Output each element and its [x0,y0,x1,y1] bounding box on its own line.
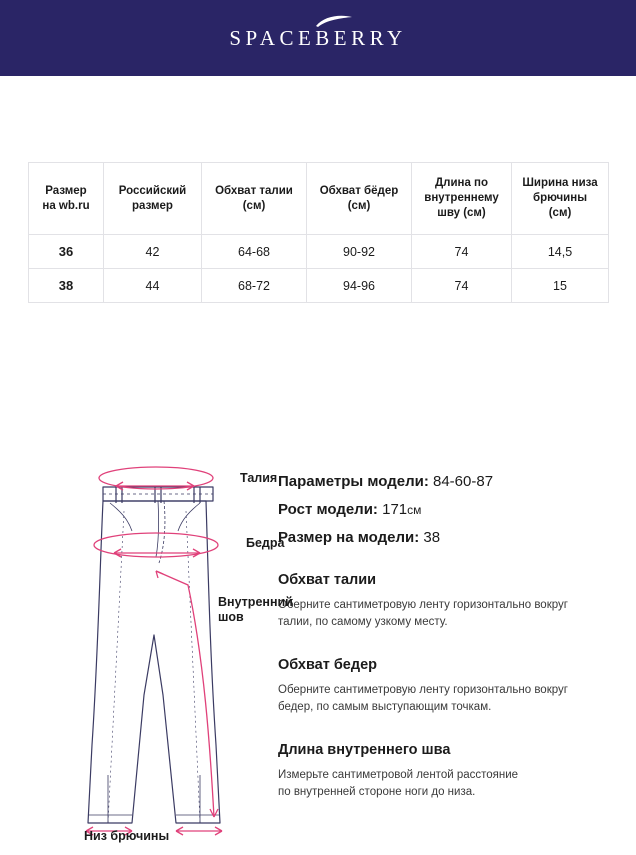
model-size-label: Размер на модели: [278,529,420,546]
column-header-hips: Обхват бёдер (см) [307,163,412,235]
swoosh-icon [314,14,354,28]
column-header-size-wb: Размер на wb.ru [29,163,104,235]
cell-hips: 94-96 [307,269,412,303]
instruction-inseam-text: Измерьте сантиметровой лентой расстояние по внутренней стороне ноги до низа. [278,769,519,798]
measurement-guide [0,445,636,843]
label-inseam-line1: Внутренний [218,595,293,609]
column-header-inseam: Длина по внутреннему шву (см) [412,163,512,235]
cell-leg-opening: 15 [512,269,609,303]
label-hips: Бедра [246,536,285,550]
table-row [29,269,609,303]
cell-ru-size: 44 [104,269,202,303]
size-table-container [28,162,608,303]
model-size-row [278,529,608,546]
instruction-hips-title: Обхват бедер [278,657,378,673]
cell-size-wb: 38 [29,269,104,303]
model-height-unit: см [407,503,422,517]
cell-waist: 68-72 [202,269,307,303]
page-header [0,0,636,76]
column-header-leg-opening: Ширина низа брючины (см) [512,163,609,235]
model-height-row [278,501,608,518]
size-table [28,162,609,303]
table-header-row [29,163,609,235]
label-inseam [218,595,314,625]
cell-leg-opening: 14,5 [512,235,609,269]
label-inseam-line2: шов [218,610,244,624]
guide-text-column [278,445,608,801]
instruction-inseam-title: Длина внутреннего шва [278,742,451,758]
brand-logo [229,26,406,51]
column-header-waist: Обхват талии (см) [202,163,307,235]
instruction-waist-title: Обхват талии [278,572,377,588]
model-size-value: 38 [423,529,441,546]
cell-hips: 90-92 [307,235,412,269]
cell-size-wb: 36 [29,235,104,269]
label-bottom: Низ брючины [84,829,170,843]
instruction-hips [278,657,608,716]
brand-name: SPACEBERRY [229,25,407,50]
model-params-row [278,473,608,490]
cell-inseam: 74 [412,269,512,303]
pants-diagram [28,445,293,843]
table-row [29,235,609,269]
instruction-waist-text: Оберните сантиметровую ленту горизонтально вокруг талии, по самому узкому месту. [278,599,568,628]
pants-illustration [28,445,278,855]
instruction-waist [278,572,608,631]
cell-ru-size: 42 [104,235,202,269]
instruction-inseam [278,742,608,801]
model-params-value: 84-60-87 [433,473,494,490]
cell-waist: 64-68 [202,235,307,269]
model-params-label: Параметры модели: [278,473,429,490]
column-header-ru-size: Российский размер [104,163,202,235]
label-waist: Талия [240,471,278,485]
model-height-value: 171 [382,501,408,518]
instruction-hips-text: Оберните сантиметровую ленту горизонтально вокруг бедер, по самым выступающим точкам. [278,684,568,713]
cell-inseam: 74 [412,235,512,269]
model-height-label: Рост модели: [278,501,378,518]
